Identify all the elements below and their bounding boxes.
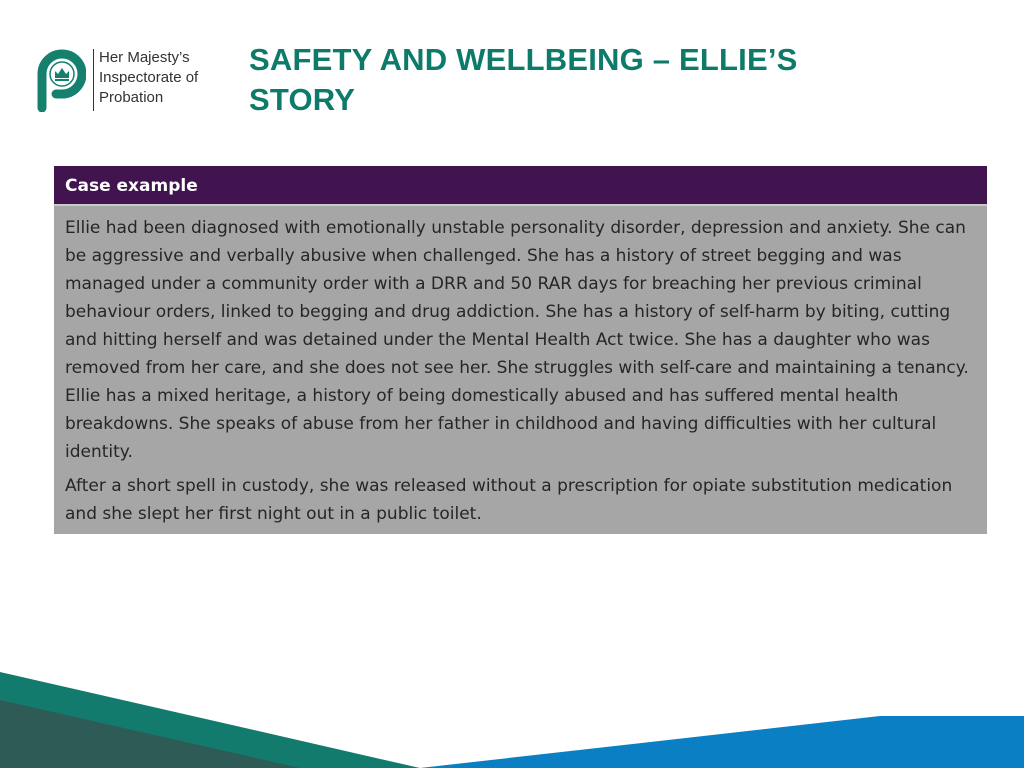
page-title: SAFETY AND WELLBEING – ELLIE’S STORY xyxy=(249,42,798,117)
hmip-logo xyxy=(34,46,234,116)
case-example-box xyxy=(54,166,987,534)
logo-wordmark xyxy=(99,48,198,108)
case-paragraph: After a short spell in custody, she was released without a prescription for opiate substitution medication and she slept her first night out in a public toilet. xyxy=(65,476,953,524)
case-example-heading: Case example xyxy=(54,166,987,206)
footer-bands xyxy=(0,660,1024,768)
probation-logo-icon xyxy=(34,46,86,112)
logo-divider xyxy=(93,49,94,111)
case-example-body xyxy=(54,206,987,528)
logo-line-3: Probation xyxy=(99,89,164,106)
case-paragraph: Ellie had been diagnosed with emotionally unstable personality disorder, depression and anxiety. She can be aggressive and verbally abusive when challenged. She has a history of street begging and was managed under a community order with a DRR and 50 RAR days for breaching her previous criminal behaviour orders, linked to begging and drug addiction. She has a history of self-harm by biting, cutting and hitting herself and was detained under the Mental Health Act twice. She has a daughter who was removed from her care, and she does not see her. She struggles with self-care and maintaining a tenancy. Ellie has a mixed heritage, a history of being domestically abused and has suffered mental health breakdowns. She speaks of abuse from her father in childhood and having difficulties with her cultural identity. xyxy=(65,218,969,462)
logo-line-1: Her Majesty’s xyxy=(99,49,190,66)
logo-line-2: Inspectorate of xyxy=(99,69,199,86)
